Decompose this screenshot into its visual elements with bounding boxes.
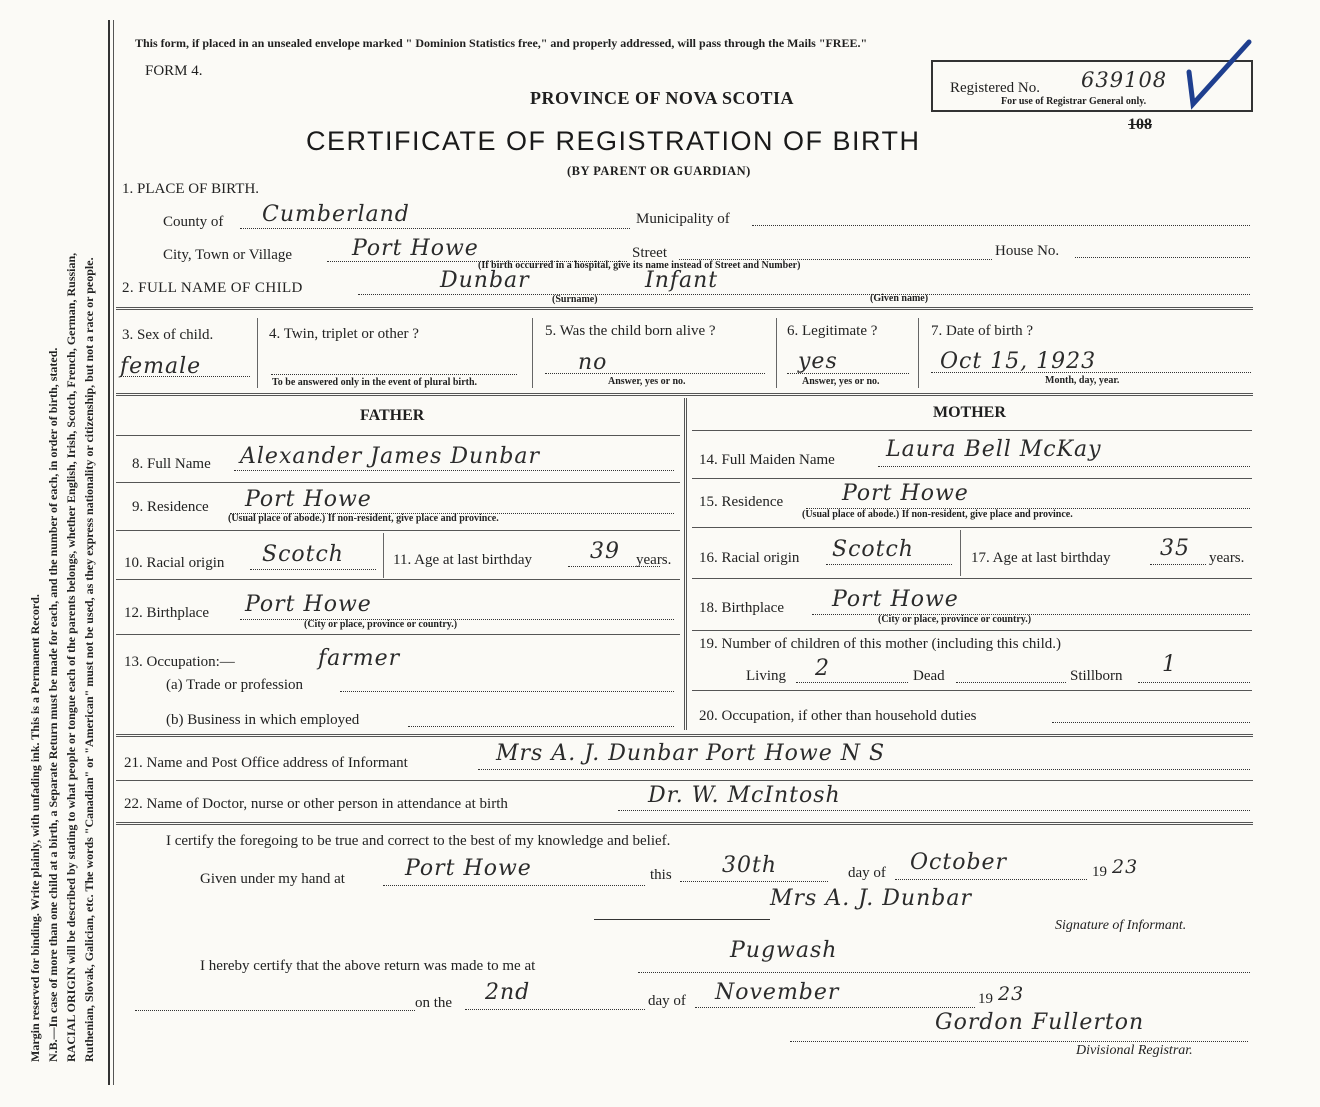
registrar-year-value: 23 bbox=[998, 983, 1025, 1005]
mother-birthplace-label: 18. Birthplace bbox=[699, 600, 784, 616]
dob-note: Month, day, year. bbox=[1045, 375, 1120, 386]
registrar-month-value: November bbox=[715, 980, 840, 1005]
twin-label: 4. Twin, triplet or other ? bbox=[269, 326, 419, 342]
father-age-value: 39 bbox=[590, 539, 620, 564]
registrar-day-value: 2nd bbox=[485, 980, 531, 1005]
father-residence-label: 9. Residence bbox=[132, 499, 209, 515]
father-racial-value: Scotch bbox=[262, 542, 344, 567]
legit-answer-note: Answer, yes or no. bbox=[802, 376, 880, 387]
stillborn-value: 1 bbox=[1162, 652, 1177, 677]
divider-before-certify bbox=[116, 822, 1253, 825]
registrar-place-value: Pugwash bbox=[730, 938, 838, 963]
certify-year-value: 23 bbox=[1112, 856, 1139, 878]
mother-birthplace-note: (City or place, province or country.) bbox=[878, 614, 1032, 625]
dob-value: Oct 15, 1923 bbox=[940, 349, 1097, 374]
father-name-label: 8. Full Name bbox=[132, 456, 211, 472]
dead-label: Dead bbox=[913, 668, 945, 684]
certify-year-prefix: 19 bbox=[1092, 864, 1107, 880]
father-residence-value: Port Howe bbox=[245, 487, 372, 512]
informant-signature: Mrs A. J. Dunbar bbox=[770, 886, 972, 911]
city-value: Port Howe bbox=[352, 236, 479, 261]
doctor-value: Dr. W. McIntosh bbox=[648, 783, 841, 808]
margin-text-binding: Margin reserved for binding. Write plainly, with unfading ink. This is a Permanent Record. bbox=[28, 594, 42, 1062]
registrar-note: For use of Registrar General only. bbox=[1001, 96, 1147, 107]
registered-label: Registered No. bbox=[950, 80, 1040, 96]
certify-month-value: October bbox=[910, 850, 1008, 875]
father-years-label: years. bbox=[636, 552, 672, 568]
margin-text-racial: RACIAL ORIGIN will be described by stating to what people or tongue each of the parents belongs, whether English, Irish, Scotch, French, German, Russian, bbox=[64, 252, 78, 1062]
father-trade-label: (a) Trade or profession bbox=[166, 677, 304, 693]
street-label: Street bbox=[632, 245, 667, 261]
mother-residence-value: Port Howe bbox=[842, 481, 969, 506]
county-label: County of bbox=[163, 214, 224, 230]
father-heading: FATHER bbox=[360, 407, 425, 424]
parents-divider bbox=[684, 398, 687, 730]
certificate-subtitle: (BY PARENT OR GUARDIAN) bbox=[567, 164, 751, 178]
margin-text-nb: N.B.—In case of more than one child at a birth, a Separate Return must be made for each, and the number of each, in order of birth, stated. bbox=[46, 347, 60, 1062]
hospital-note: (If birth occurred in a hospital, give its name instead of Street and Number) bbox=[478, 260, 801, 271]
divider-after-name bbox=[116, 307, 1253, 310]
registrar-statement: I hereby certify that the above return was made to me at bbox=[200, 958, 536, 974]
city-label: City, Town or Village bbox=[163, 247, 293, 263]
mother-children-label: 19. Number of children of this mother (including this child.) bbox=[699, 636, 1062, 652]
father-racial-label: 10. Racial origin bbox=[124, 555, 225, 571]
alive-answer-note: Answer, yes or no. bbox=[608, 376, 686, 387]
mother-name-value: Laura Bell McKay bbox=[886, 437, 1102, 462]
mother-racial-label: 16. Racial origin bbox=[699, 550, 800, 566]
sex-value: female bbox=[120, 354, 202, 379]
father-trade-value: farmer bbox=[318, 646, 401, 671]
divider-after-parents bbox=[116, 734, 1253, 737]
binding-margin-line-inner bbox=[113, 20, 114, 1085]
registered-value: 639108 bbox=[1081, 68, 1168, 92]
father-residence-note: (Usual place of abode.) If non-resident, give place and province. bbox=[228, 513, 499, 524]
sex-label: 3. Sex of child. bbox=[122, 327, 214, 343]
informant-value: Mrs A. J. Dunbar Port Howe N S bbox=[496, 741, 886, 766]
municipality-label: Municipality of bbox=[636, 211, 730, 227]
this-label: this bbox=[650, 867, 672, 883]
mother-age-label: 17. Age at last birthday bbox=[971, 550, 1111, 566]
doctor-label: 22. Name of Doctor, nurse or other person in attendance at birth bbox=[124, 796, 508, 812]
house-label: House No. bbox=[995, 243, 1060, 259]
legitimate-value: yes bbox=[798, 349, 838, 374]
given-place-value: Port Howe bbox=[405, 856, 532, 881]
child-surname-value: Dunbar bbox=[440, 268, 530, 293]
registrar-signature: Gordon Fullerton bbox=[935, 1010, 1145, 1035]
child-given-value: Infant bbox=[645, 268, 719, 293]
form-number: FORM 4. bbox=[145, 63, 203, 79]
father-birthplace-label: 12. Birthplace bbox=[124, 605, 209, 621]
given-under-label: Given under my hand at bbox=[200, 871, 345, 887]
alive-label: 5. Was the child born alive ? bbox=[545, 323, 716, 339]
mother-residence-label: 15. Residence bbox=[699, 494, 784, 510]
divider-before-parents bbox=[116, 393, 1253, 396]
child-name-label: 2. FULL NAME OF CHILD bbox=[122, 280, 303, 296]
mother-residence-note: (Usual place of abode.) If non-resident, give place and province. bbox=[802, 509, 1073, 520]
living-value: 2 bbox=[815, 656, 830, 681]
checkmark-icon bbox=[1183, 32, 1263, 112]
county-value: Cumberland bbox=[262, 202, 410, 227]
mother-birthplace-value: Port Howe bbox=[832, 587, 959, 612]
surname-caption: (Surname) bbox=[552, 294, 598, 305]
binding-margin-line bbox=[108, 20, 110, 1085]
father-birthplace-value: Port Howe bbox=[245, 592, 372, 617]
registrar-on-label: on the bbox=[415, 995, 453, 1011]
mother-name-label: 14. Full Maiden Name bbox=[699, 452, 835, 468]
struck-number: 108 bbox=[1128, 116, 1152, 133]
registrar-dayof-label: day of bbox=[648, 993, 686, 1009]
mother-racial-value: Scotch bbox=[832, 537, 914, 562]
certify-statement: I certify the foregoing to be true and correct to the best of my knowledge and belief. bbox=[166, 833, 671, 849]
father-business-label: (b) Business in which employed bbox=[166, 712, 360, 728]
mother-occupation-label: 20. Occupation, if other than household duties bbox=[699, 708, 977, 724]
mother-years-label: years. bbox=[1209, 550, 1245, 566]
mother-heading: MOTHER bbox=[933, 404, 1006, 421]
certify-day-value: 30th bbox=[722, 853, 778, 878]
father-occupation-label: 13. Occupation:— bbox=[124, 654, 235, 670]
registration-box bbox=[931, 60, 1253, 112]
informant-signature-caption: Signature of Informant. bbox=[1055, 918, 1187, 933]
registrar-caption: Divisional Registrar. bbox=[1076, 1043, 1193, 1058]
twin-note: To be answered only in the event of plural birth. bbox=[272, 377, 478, 388]
father-birthplace-note: (City or place, province or country.) bbox=[304, 619, 458, 630]
father-age-label: 11. Age at last birthday bbox=[393, 552, 532, 568]
alive-value: no bbox=[578, 350, 608, 375]
certify-dayof-label: day of bbox=[848, 865, 886, 881]
mother-age-value: 35 bbox=[1160, 536, 1190, 561]
informant-label: 21. Name and Post Office address of Informant bbox=[124, 755, 408, 771]
father-name-value: Alexander James Dunbar bbox=[240, 444, 541, 469]
given-caption: (Given name) bbox=[870, 293, 929, 304]
legitimate-label: 6. Legitimate ? bbox=[787, 323, 878, 339]
living-label: Living bbox=[746, 668, 786, 684]
place-heading: 1. PLACE OF BIRTH. bbox=[122, 181, 260, 197]
dob-label: 7. Date of birth ? bbox=[931, 323, 1034, 339]
mail-notice: This form, if placed in an unsealed envelope marked " Dominion Statistics free," and properly addressed, will pass through the Mails "FREE." bbox=[135, 36, 868, 50]
margin-text-racial-cont: Ruthenian, Slovak, Galician, etc. The words "Canadian" or "American" must not be used, as they express nationality or citizenship, but not a race or people. bbox=[82, 257, 96, 1062]
province-heading: PROVINCE OF NOVA SCOTIA bbox=[530, 88, 795, 108]
registrar-year-prefix: 19 bbox=[978, 991, 993, 1007]
stillborn-label: Stillborn bbox=[1070, 668, 1123, 684]
certificate-title: CERTIFICATE OF REGISTRATION OF BIRTH bbox=[306, 126, 921, 156]
